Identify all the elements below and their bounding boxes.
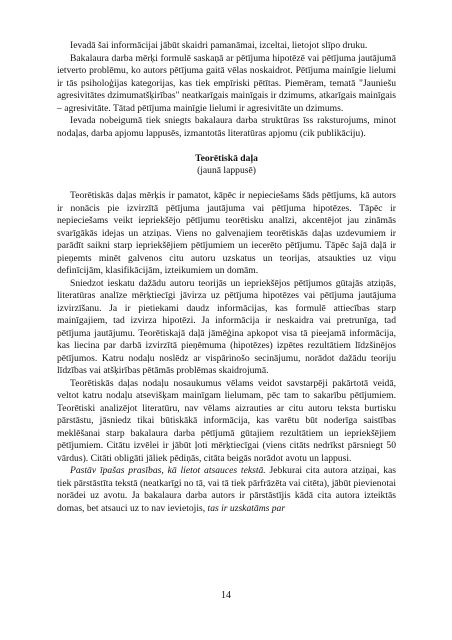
document-page (57, 40, 396, 515)
references-rule-tail: tas ir uzskatāms par (207, 502, 286, 514)
page-number: 14 (221, 590, 231, 601)
intro-paragraph-2: Bakalaura darba mērķi formulē saskaņā ar pētījuma hipotēzē vai pētījuma jautājumā ietverto problēmu, ko autors pētījuma gaitā vēlas noskaidrot. Pētījuma mainīgie lielumi ir tās psiholoģijas kategorijas, kas tiek empīriski pētītas. Piemēram, tematā "Jauniešu agresivitātes dzimumatšķirības" neatkarīgais mainīgais ir dzimums, atkarīgais mainīgais – agresivitāte. Tātad pētījuma mainīgie lielumi ir agresivitāte un dzimums. (57, 52, 396, 114)
references-rule-text: Jebkurai cita autora atziņai, kas tiek pārstāstīta tekstā (neatkarīgi no tā, vai tā tiek pārfrāzēta vai citēta), jābūt pievienotai norādei uz avotu. Ja bakalaura darba autors ir pārstāstījis kādā cita autora izteiktās domas, bet atsauci uz to nav ievietojis, (57, 465, 396, 514)
body-paragraph-3: Teorētiskās daļas nodaļu nosaukumus vēlams veidot savstarpēji pakārtotā veidā, veltot katru nodaļu atsevišķam mainīgam lielumam, pēc tam to sakarību pētījumiem. Teorētiski analizējot literatūru, nav vēlams aizrauties ar citu autoru teksta burtisku pārstāstu, jāsniedz tikai būtiskākā informācija, kas varētu būt noderīga saistības meklēšanai starp bakalaura darba pētījumā gūtajiem rezultātiem un iepriekšējiem pētījumiem. Citātu izvēlei ir jābūt ļoti mērķtiecīgai (viens citāts nedrīkst pārsniegt 50 vārdus). Citāti obligāti jāliek pēdiņās, citāta beigās norādot avotu un lappusi. (57, 377, 396, 464)
body-paragraph-1: Teorētiskās daļas mērķis ir pamatot, kāpēc ir nepieciešams šāds pētījums, kā autors ir nonācis pie izvirzītā pētījuma jautājuma vai pētījuma hipotēzes. Tāpēc ir nepieciešams veikt iepriekšējo pētījumu teorētisku analīzi, akcentējot jau zināmās svarīgākās idejas un atziņas. Viens no galvenajiem teorētiskās daļas uzdevumiem ir parādīt saikni starp iepriekšējiem pētījumiem un iecerēto pētījumu. Tāpēc šajā daļā ir pieņemts minēt galvenos citu autoru uzskatus un teorijas, atsaukties uz viņu definīcijām, klasifikācijām, izteikumiem un domām. (57, 190, 396, 276)
references-rule-lead: Pastāv īpašas prasības, kā lietot atsauces tekstā. (70, 465, 266, 476)
intro-paragraph-3: Ievada nobeigumā tiek sniegts bakalaura darba struktūras īss raksturojums, minot nodaļas, darba apjomu lappusēs, izmantotās literatūras apjomu (cik publikāciju). (57, 115, 396, 139)
intro-paragraph-1: Ievadā šai informācijai jābūt skaidri pamanāmai, izceltai, lietojot slīpo druku. (70, 40, 368, 51)
body-paragraph-4 (57, 465, 396, 515)
section-subtitle: (jaunā lappusē) (197, 165, 256, 176)
section-title: Teorētiskā daļa (195, 152, 258, 164)
body-paragraph-2: Sniedzot ieskatu dažādu autoru teorijās un iepriekšējos pētījumos gūtajās atziņās, literatūras analīze mērķtiecīgi jāvirza uz pētījuma hipotēzes vai pētījuma jautājuma izvirzīšanu. Ja ir pietiekami daudz informācijas, kas formulē attiecības starp mainīgajiem, tad izvirza hipotēzi. Ja informācija ir neskaidra vai pretrunīga, tad pētījuma jautājumu. Teorētiskajā daļā jāmēģina apkopot visa tā pieejamā informācija, kas liecina par darbā izvirzītā pieņēmuma (hipotēzes) izpētes rezultātiem līdzšinējos pētījumos. Katru nodaļu noslēdz ar vispārinošo secinājumu, norādot dažādu teoriju līdzības vai atšķirības pētāmās problēmas skaidrojumā. (57, 277, 396, 376)
